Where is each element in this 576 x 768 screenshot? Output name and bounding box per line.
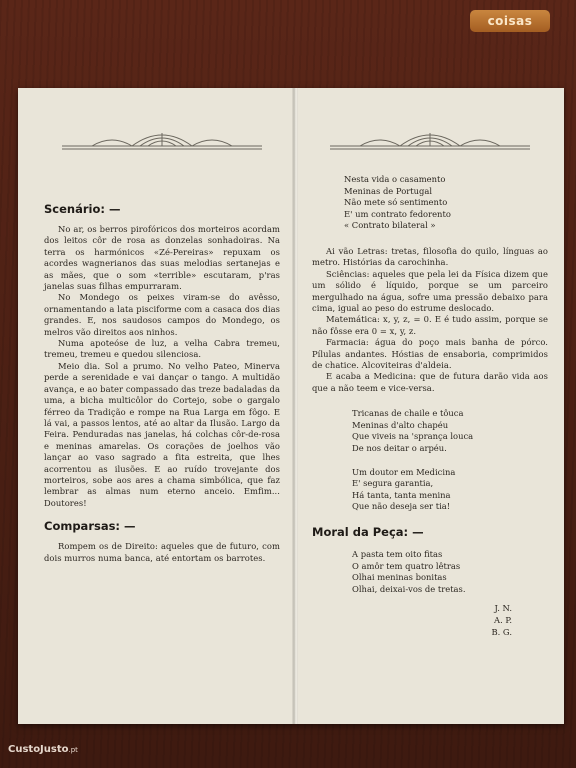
faculty-paragraph: Farmacia: água do poço mais banha de pórco. Pílulas andantes. Hóstias de ensaboria, comprimidos de chatice. Alcoviteiras d'aldeia.: [312, 337, 548, 371]
faculty-paragraph: Sciências: aqueles que pela lei da Física dizem que um sólido é líquido, porque se um parceiro mergulhado na água, sofre uma pressão debaixo para cima, igual ao peso do estrume deslocado.: [312, 268, 548, 313]
faculty-paragraph: Matemática: x, y, z, = 0. E é tudo assim, porque se não fôsse era 0 = x, y, z.: [312, 314, 548, 336]
verse-line: Não mete só sentimento: [344, 197, 448, 208]
scenario-paragraph: No ar, os berros pirofóricos dos morteiros acordam dos leitos côr de rosa as donzelas sonhadoiras. Na terra os harmónicos «Zé-Pereiras» repuxam os acordes wagnerianos das suas melodias sertanejas e as mães, que o som «terrible» escutaram, p'ras janelas suas filhas empurraram.: [44, 224, 280, 292]
center-fold: [292, 88, 298, 724]
art-deco-ornament-icon: [330, 128, 530, 150]
verse-line: Olhai, deixai-vos de tretas.: [352, 583, 466, 594]
scenario-paragraph: Meio dia. Sol a prumo. No velho Pateo, Minerva perde a serenidade e vai dançar o tango. A multidão avança, e ao bater compassado das treze badaladas da uma, a bicha multicôlor do Cortejo, sobe o gargalo férreo da Tradição e rompe na Rua Larga em fôgo. E lá vai, a passos lentos, até ao altar da Ilusão. Largo da Feira. Penduradas nas janelas, há colchas côr-de-rosa e meninas amarelas. Os corações de joelhos vão lançar ao vaso sagrado a fita estreita, que lhes acorrentou as ilusões. E ao ruído trovejante dos morteiros, sobe aos ares a chama simbólica, que faz lembrar as almas num eterno anceio. Emfim... Doutores!: [44, 360, 280, 508]
verse-line: Nesta vida o casamento: [344, 174, 446, 184]
left-column: [44, 100, 280, 564]
faculty-paragraph: Ai vão Letras: tretas, filosofia do quilo, línguas ao metro. Histórias da carochinha.: [312, 245, 548, 268]
poem-doutor: [312, 467, 548, 513]
verse-line: Que viveis na 'sprança louca: [352, 431, 474, 442]
watermark-tld: .pt: [68, 746, 78, 754]
verse-line: A pasta tem oito fitas: [352, 549, 443, 559]
moral-heading: Moral da Peça: —: [312, 525, 424, 539]
verse-line: Meninas d'alto chapéu: [352, 419, 449, 430]
right-column: [312, 100, 548, 638]
watermark-brand: CustoJusto: [8, 744, 69, 755]
comparsas-paragraph: Rompem os de Direito: aqueles que de futuro, com dois murros numa banca, até entortam os barrotes.: [44, 541, 280, 563]
verse-line: Há tanta, tanta menina: [352, 489, 451, 500]
verse-line: « Contrato bilateral »: [344, 220, 436, 231]
scenario-paragraph: Numa apoteóse de luz, a velha Cabra tremeu, tremeu, tremeu e quedou silenciosa.: [44, 338, 280, 360]
verse-line: E' um contrato fedorento: [344, 208, 451, 219]
signatures: [312, 603, 548, 638]
scenario-paragraph: No Mondego os peixes viram-se do avêsso, ornamentando a lata pisciforme com a casaca dos dias grandes. E, nos saudosos campos do Mondego, os melros vão direitos aos ninhos.: [44, 292, 280, 337]
verse-line: Tricanas de chaile e tôuca: [352, 408, 464, 419]
faculty-paragraph: E acaba a Medicina: que de futura darão vida aos que a não teem e vice-versa.: [312, 371, 548, 393]
comparsas-heading: Comparsas: —: [44, 519, 136, 534]
poem-moral: [312, 549, 548, 595]
scenario-heading: Scenário: —: [44, 202, 121, 216]
signature-initials: J. N.: [494, 603, 512, 614]
verse-line: E' segura garantia,: [352, 478, 434, 489]
poem-tricanas: [312, 408, 548, 454]
verse-line: Que não deseja ser tia!: [352, 501, 451, 512]
verse-line: Olhai meninas bonitas: [352, 572, 447, 583]
verse-line: Meninas de Portugal: [344, 185, 433, 196]
verse-line: O amôr tem quatro lêtras: [352, 560, 461, 571]
art-deco-ornament-icon: [62, 128, 262, 150]
signature-initials: A. P.: [494, 614, 512, 625]
signature-initials: B. G.: [491, 626, 512, 637]
verse-line: De nos deitar o arpéu.: [352, 443, 447, 454]
site-logo: coisas: [470, 10, 550, 32]
verse-line: Um doutor em Medicina: [352, 466, 456, 477]
site-watermark: [8, 744, 78, 755]
poem-contract: [312, 174, 548, 232]
